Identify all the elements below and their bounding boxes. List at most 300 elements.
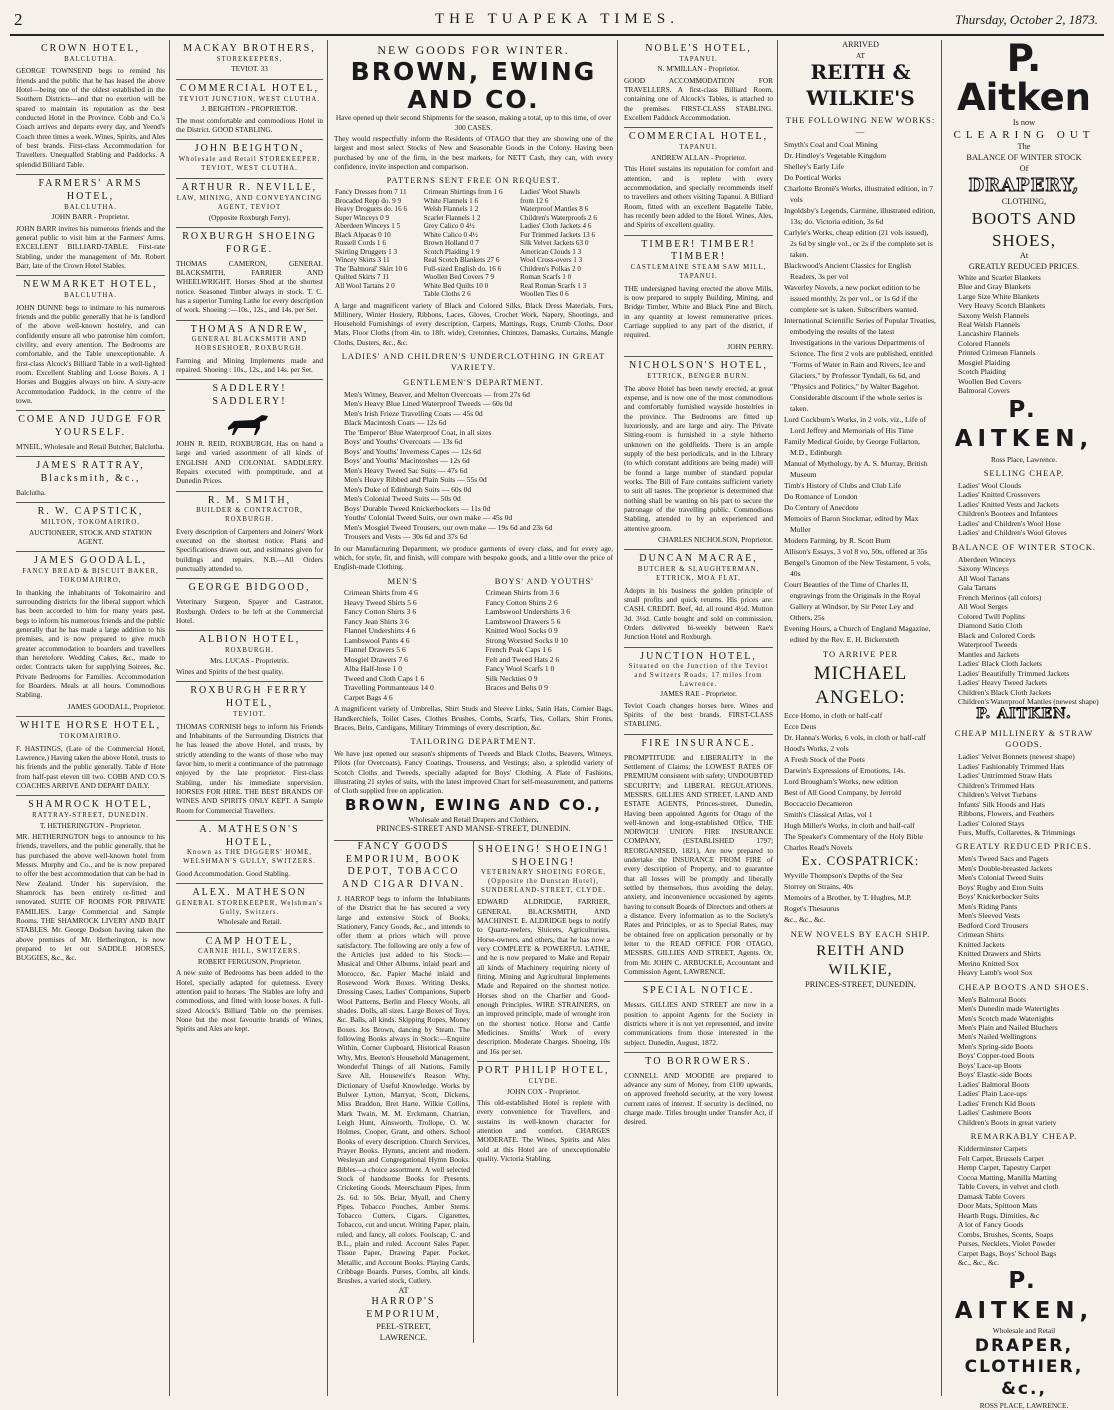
boys-item: Crimean Shirts from 3 6 (485, 588, 560, 598)
boys-item: Fancy Wool Scarfs 1 0 (485, 664, 555, 674)
harrop-body: J. HARROP begs to inform the Inhabitants of the District that he has secured a very large and extensive Stock of Books, Stationery, Fancy Goods, &c., and intends to offer them at prices which will prove satisfactory. The following are only a few of the Articles just added to his Stock:— Musical and Other Albums, inlaid pearl and Morocco, &c. Papier Maché inlaid and Rosewood Work Boxes. Writing Desks, Dressing Cases, Ladies' Companions, Superb Wool Patterns, Berlin and Fleecy Wools, all shades. Dolls, all sizes. Large Boxes of Toys, &c. Balls, all kinds. Skipping Ropes, Money Boxes. Jos Brown, dancing by Steam. The following Books always in Stock:—Enquire Within, Corner Cupboard, Historical Reason Why, Mrs. Beeton's Household Management, Wonderful Things of all Nations, Family Save All, Housewife's Reason Why, Dictionary of Useful Knowledge. Works by Bulwer Lytton, Marryat, Scott, Dickens, Miss Braddon, Bret Harte, Wilkie Collins, Mark Twain, M. M. Erckmann, Chatrian, Leigh Hunt, Ainsworth, Trollope, O. W. Holmes, Cooper, Grant, and others. School Books of every description. Church Services, Prayer Books. Hymns, ancient and modern. Wesleyan and Congregational Hymn Books. Bibles—a choice assortment. A well selected Stock of handsome Books for Presents. Cricketing Goods. Meerschaum Pipes, from 2s. 6d. to 50s. Briar, Myall, and Cherry Pipes. Tobacco Pouches, Amber Stems. Tobacco Cutters, Cigars. Cigarettes, Tobacco, cut and uncut. Writing Paper, plain, ruled, and fancy, all colors. Foolscap, C. and B.L., plain and ruled. Account Sales Paper. Tissue Paper, Drawing Paper. Pocket, Metallic, and Account Books. Playing Cards, Cribbage Boards. Purses, Combs, all kinds. Brushes, a varied stock, Cutlery. (337, 894, 470, 1286)
page-number: 2 (14, 10, 23, 29)
stock-item: Ladies' and Children's Wool Hose (958, 518, 1061, 528)
intro-paragraph: They would respectfully inform the Residents of OTAGO that they are showing one of the largest and most select Stocks of New and Seasonable Goods in the Colony. Having been purchased by one of the firm, in the best markets, for NETT Cash, they can, with every confidence, invite inspection and comparison. (334, 134, 613, 171)
price-row (334, 248, 613, 256)
advert (16, 175, 165, 276)
stock-item: Boys' Rugby and Eton Suits (958, 882, 1044, 892)
advert (624, 735, 773, 983)
price-row (334, 256, 613, 264)
boots-shoes-heading: BOOTS AND SHOES, (971, 208, 1077, 250)
mens-item: Carpet Bags 4 6 (344, 692, 393, 702)
stock-item: Children's Black Cloth Jackets (958, 687, 1052, 697)
gentlemen-item: Men's Mosgiel Tweed Trousers, our own make — 19s 6d and 23s 6d (344, 522, 553, 532)
advert (176, 933, 323, 1039)
price-cell: White Calico 0 4½ (423, 230, 478, 239)
advert-body: Balclutha. (16, 487, 46, 497)
stock-item: Aberdeen Winceys (958, 554, 1016, 564)
advert-subtitle: Situated on the Junction of the Teviot and Switzers Roads, 17 miles from Lawrence. (628, 663, 769, 688)
stock-item: Crimean Shirts (958, 930, 1004, 940)
advert-subtitle: TEVIOT. (233, 710, 266, 718)
stock-item: Hearth Rugs, Dimities, &c (958, 1210, 1040, 1220)
boys-item: Lambswool Drawers 5 6 (485, 616, 561, 626)
advert-subtitle: MILTON, TOKOMAIRIRO, (41, 519, 140, 527)
advert-title: JUNCTION HOTEL, (640, 650, 757, 662)
stock-item: Men's Balmoral Boots (958, 994, 1027, 1004)
book-item: Hood's Works, 2 vols (784, 744, 849, 754)
book-item: &c., &c., &c. (784, 915, 826, 924)
advert-proprietor-line: ROBERT FERGUSON, Proprietor. (197, 957, 302, 967)
stock-item: Men's Colonial Tweed Suits (958, 873, 1044, 883)
gentlemen-item: Men's Heavy Blue Lined Waterproof Tweeds — 60s 0d (344, 399, 513, 409)
advert-proprietor-line: Wholesale and Retail. (217, 917, 282, 927)
book-item: Do Romance of London (784, 491, 858, 501)
stock-item: Heavy Lamb's wool Sox (958, 968, 1033, 978)
book-item: Roget's Thesaurus (784, 904, 840, 913)
price-cell: Real Scotch Blankets 27 6 (423, 256, 500, 265)
advert-body: Good Accommodation. Good Stabling. (176, 868, 291, 878)
stock-item: French Merinos (all colors) (958, 592, 1042, 602)
price-cell: White Bed Quilts 10 0 (423, 281, 489, 290)
stock-item: Furs, Muffs, Collarettes, & Trimmings (958, 828, 1076, 837)
advert-body: THE undersigned having erected the above Mills, is now prepared to supply Building, Mining, and Bridge Timber, White and Black Pine and Birch, in any quantity at lowest remunerative prices. Carriage supplied to any part of the district, if required. (624, 283, 773, 340)
price-cell: Quilted Skirts 7 11 (335, 273, 390, 282)
advert-body: The most comfortable and commodious Hotel in the District. GOOD STABLING. (176, 115, 323, 134)
stock-item: Felt Carpet, Brussels Carpet (958, 1153, 1044, 1163)
book-item: Dr. Hindley's Vegetable Kingdom (784, 150, 887, 160)
book-item: A Fresh Stock of the Poets (784, 755, 865, 765)
stock-item: Scotch Plaiding (958, 367, 1006, 377)
price-row (334, 222, 613, 230)
price-cell: Black Alpacas 0 10 (335, 230, 391, 239)
advert-subtitle: BUILDER & CONTRACTOR, ROXBURGH. (196, 507, 303, 524)
advert (624, 236, 773, 358)
shoeing-advert (477, 841, 610, 1062)
stock-item: Very Heavy Scotch Blankets (958, 301, 1046, 311)
harrop-title: FANCY GOODS EMPORIUM, BOOK DEPOT, TOBACCO AND CIGAR DIVAN. (341, 840, 466, 891)
at-label: AT (856, 50, 865, 60)
brown-ewing-title: BROWN, EWING AND CO. (350, 57, 597, 114)
advert-proprietor-line: J. BEIGHTON - PROPRIETOR. (201, 104, 298, 114)
price-cell: Wool Cross-overs 1 3 (519, 256, 583, 265)
the-label: The (1017, 142, 1031, 152)
boys-item: Felt and Tweed Hats 2 6 (485, 654, 560, 664)
advert-signature: CHARLES NICHOLSON, Proprietor. (657, 534, 773, 544)
price-cell: Fur Trimmed Jackets 13 6 (519, 230, 596, 239)
price-cell: Welsh Flannels 1 2 (423, 205, 479, 214)
advert-body: Wines and Spirits of the best quality. (176, 666, 284, 676)
gentlemen-item: The 'Emperor' Blue Waterproof Coat, in all sizes (344, 427, 492, 437)
stock-item: Merino Knitted Sox (958, 958, 1019, 968)
stock-item: Cocoa Matting, Manilla Matting (958, 1172, 1057, 1182)
stock-item: Large Size White Blankets (958, 291, 1040, 301)
advert-signature: JOHN PERRY. (727, 341, 773, 351)
underclothing-heading: LADIES' AND CHILDREN'S UNDERCLOTHING IN GREAT VARIETY. (341, 351, 606, 373)
stock-item: Carpet Bags, Boys' School Bags (958, 1248, 1057, 1258)
reduced-prices-heading: GREATLY REDUCED PRICES. (956, 841, 1092, 852)
price-row (334, 205, 613, 213)
boys-item: Braces and Belts 0 9 (485, 683, 548, 693)
millinery-heading: CHEAP MILLINERY & STRAW GOODS. (954, 728, 1094, 750)
advert-subtitle: BALCLUTHA. (64, 203, 117, 211)
manufacturing-paragraph: In our Manufacturing Department, we produce garments of every class, and for every age, which, for style, fit, and finish, will compare with bespoke goods, and a little over the price of English-made Clothing. (334, 543, 613, 572)
mens-item: Flannel Drawers 5 6 (344, 645, 406, 655)
price-cell: Heavy Droguets do. 16 6 (335, 205, 408, 214)
gentlemen-item: Trousers and Vests — 30s 6d and 37s 6d (344, 532, 468, 542)
stock-item: Hemp Carpet, Tapestry Carpet (958, 1163, 1051, 1173)
book-item: Lord Cockburn's Works, in 2 vols, viz., Life of Lord Jeffrey and Memorials of His Time (784, 414, 926, 435)
shoeing-title: SHOEING! SHOEING! SHOEING! (478, 843, 609, 868)
advert-subtitle: GENERAL STOREKEEPER, Welshman's Gully, Switzers. (176, 899, 323, 916)
gentlemen-list (334, 390, 613, 542)
advert-body: Veterinary Surgeon, Spayer and Castrator, Roxburgh. Orders to be left at the Commercial Hotel. (176, 597, 323, 625)
gentlemen-item: Men's Duke of Edinburgh Suits — 60s 0d (344, 484, 472, 494)
balance-winter-heading: BALANCE OF WINTER STOCK. (951, 541, 1097, 552)
stock-item: Men's Tweed Sacs and Pagets (958, 854, 1049, 864)
stock-item: Ladies' Untrimmed Straw Hats (958, 771, 1052, 781)
gentlemen-item: Boys' and Youths' Overcoats — 13s 6d (344, 437, 463, 447)
boys-item: Strong Worsted Socks 0 10 (485, 635, 568, 645)
mens-boys-tables (334, 572, 613, 703)
stock-item: Bedford Cord Trousers (958, 920, 1029, 930)
advert (624, 40, 773, 128)
price-cell: Ladies' Cloth Jackets 4 6 (519, 222, 592, 231)
column-5-reith-wilkie (780, 40, 942, 1396)
blankets-list (948, 273, 1100, 396)
stock-item: Men's Riding Pants (958, 901, 1018, 911)
advert (624, 982, 773, 1052)
advert (176, 179, 323, 228)
price-cell: White Flannels 1 6 (423, 196, 479, 205)
stock-item: Men's Dunedin made Watertights (958, 1004, 1060, 1014)
harrop-advert (334, 841, 474, 1343)
price-cell: from 12 6 (519, 196, 549, 205)
stock-item: Ladies' Colored Stays (958, 818, 1025, 828)
advert-title: TIMBER! TIMBER! TIMBER! (641, 238, 756, 263)
stock-item: All Wool Serges (958, 602, 1008, 612)
arrived-label: ARRIVED (842, 40, 879, 49)
gentlemen-item: Boys' and Youths' Macintoshes — 12s 6d (344, 456, 470, 466)
mens-item: Alba Half-hose 1 0 (344, 664, 402, 674)
shoeing-sub: VETERINARY SHOEING FORGE, (Opposite the Dunstan Hotel), SUNDERLAND-STREET, CLYDE. (480, 869, 606, 894)
advert-title: SPECIAL NOTICE. (642, 985, 755, 997)
advert-title: NOBLE'S HOTEL, (645, 43, 752, 54)
new-works-heading: THE FOLLOWING NEW WORKS:— (785, 115, 936, 136)
price-cell: Full-sized English do. 16 6 (423, 264, 502, 273)
boys-heading: BOYS' AND YOUTHS' (494, 575, 594, 586)
brown-ewing-trade: Wholesale and Retail Drapers and Clothiers, (408, 814, 539, 824)
stock-item: All Wool Tartans (958, 573, 1010, 583)
book-item: Evening Hours, a Church of England Magazine, edited by the Rev. E. H. Bickersteth (784, 623, 931, 644)
advert-title: ALBION HOTEL, (198, 634, 301, 646)
stock-item: Ladies' Balmoral Boots (958, 1079, 1030, 1089)
brown-ewing-advert (334, 40, 613, 841)
advert (16, 40, 165, 175)
advert (176, 682, 323, 821)
advert-subtitle: STOREKEEPERS, (216, 55, 283, 63)
advert (176, 579, 323, 631)
advert-proprietor-line: ANDREW ALLAN - Proprietor. (650, 152, 747, 162)
new-novels-heading: NEW NOVELS BY EACH SHIP. (790, 929, 931, 939)
mens-heading: MEN'S (387, 575, 418, 586)
advert-body: GEORGE TOWNSEND begs to remind his friends and the public that he has leased the above Hotel—being one of the oldest established in the Southern Districts—and that no exertion will be spared to maintain its reputation as the best conducted Hotel in the Province. Cobb and Co.'s Coach arrives and departs every day, and Yeend's Coach three times a week. Wines, Spirits, and Ales of best brands. First-class Accommodation for Travellers. Unequalled Stabling and Paddocks. A splendid Billiard Table. (16, 66, 165, 169)
stock-item: Printed Crimean Flannels (958, 348, 1036, 358)
millinery-list (948, 752, 1100, 837)
price-cell: Waterproof Mantles 8 6 (519, 205, 589, 214)
carpets-list (948, 1144, 1100, 1267)
advert-subtitle: GENERAL BLACKSMITH AND HORSESHOER, ROXBURGH. (191, 336, 308, 352)
book-item: Charlotte Brontë's Works, illustrated edition, in 7 vols (784, 183, 934, 204)
advert-title: COMMERCIAL HOTEL, (179, 82, 320, 94)
gentlemen-item: Men's Irish Frieze Travelling Coats — 45s 0d (344, 408, 483, 418)
book-item: Waverley Novels, a new pocket edition to be issued monthly, 2s per vol., or 1s 6d if the complete set is taken. Subscribers wanted. (784, 282, 921, 314)
brown-ewing-address: PRINCES-STREET AND MANSE-STREET, DUNEDIN. (376, 824, 571, 834)
advert (176, 884, 323, 933)
mens-item: Fancy Cotton Shirts 3 6 (344, 607, 417, 617)
advert-subtitle: TAPANUI. (679, 144, 718, 152)
advert-body: THOMAS CAMERON, GENERAL BLACKSMITH, FARRIER AND WHEELWRIGHT. Horses Shod at the shortest notice. Seasoned Timber always in stock. T. C. has a superior Turning Lathe for every description of work. Shoeing :—10s., 12s., and 14s. per Set. (176, 258, 323, 315)
advert-title: ROXBURGH FERRY HOTEL, (190, 685, 309, 710)
advert-title: A. MATHESON'S HOTEL, (199, 823, 300, 848)
remarkably-cheap-heading: REMARKABLY CHEAP. (970, 1131, 1078, 1142)
harrop-sig-emporium: HARROP'S EMPORIUM, (366, 1296, 441, 1321)
stock-item: Children's Trimmed Hats (958, 780, 1035, 790)
port-philip-proprietor: JOHN COX - Proprietor. (507, 1086, 580, 1096)
advert-body: JOHN R. REID, ROXBURGH, Has on hand a large and varied assortment of all kinds of ENGLISH AND COLONIAL SADDLERY. Repairs executed with promptitude, and at Dunedin Prices. (176, 438, 323, 486)
stock-item: Boys' Elastic-side Boots (958, 1070, 1032, 1080)
advert (176, 380, 323, 491)
shoeing-body: EDWARD ALDRIDGE, FARRIER, GENERAL BLACKSMITH, AND MACHINIST. E. ALDRIDGE begs to notify to Quartz-reefers, Sluicers, Agriculturists, Horse-owners, and others, that he has now a very COMPLETE & POWERFUL LATHE, and he is now prepared to Make and Repair all kinds of Machinery requiring nicety of fitting. Mining and Agricultural Implements Made and Repaired on the shortest notice. Horses shod on the Charlier and Good-enough Principles. WIRE STRAINERS, on an improved principle, made of wrought iron on the shortest notice. Horse and Cattle Medicines. Smiths' Work of every description. Moderate Charges. Shoeing, 10s and 16s per set. (477, 897, 610, 1056)
boots-heading: CHEAP BOOTS AND SHOES. (958, 981, 1090, 992)
advert-subtitle: LAW, MINING, AND CONVEYANCING AGENT, TEVIOT (176, 195, 323, 211)
advert (624, 1053, 773, 1132)
advert-title: WHITE HORSE HOTEL, (19, 720, 162, 732)
advert-body: Farming and Mining Implements made and repaired. Shoeing : 10s., 12s., and 14s. per Set. (176, 355, 323, 375)
price-cell: Roman Scarfs 1 0 (519, 273, 572, 282)
advert-title: ALEX. MATHESON (192, 887, 307, 899)
clothing-label: CLOTHING, (1001, 197, 1047, 207)
stock-item: Saxony Winceys (958, 564, 1009, 574)
advert (624, 357, 773, 550)
advert-body: JOHN BARR invites his numerous friends and the general public to visit him at the Farmers' Arms. EXCELLENT BILLIARD-TABLE. First-rate Stabling, under the management of Mr. Robert Barr, late of the Crown Hotel Stables. (16, 223, 165, 271)
advert-subtitle: Known as THE DIGGERS' HOME, WELSHMAN'S GULLY, SWITZERS. (183, 849, 316, 866)
stock-item: Ladies' Beautifully Trimmed Jackets (958, 668, 1070, 678)
gentlemen-item: Boys' and Youths' Inverness Capes — 12s 6d (344, 446, 481, 456)
stock-item: Children's Waterproof Mantles (newest shape) (958, 696, 1099, 706)
advert-body: GOOD ACCOMMODATION FOR TRAVELLERS. A first-class Billiard Room, containing one of Alcock's Tables, is attached to the premises. FIRST-CLASS STABLING. Excellent Paddock Accommodation. (624, 75, 773, 123)
advert-proprietor-line: AUCTIONEER, STOCK AND STATION AGENT. (29, 527, 152, 547)
column-4 (620, 40, 778, 1396)
price-cell: Scarlet Flannels 1 2 (423, 213, 481, 222)
advert-title: COME AND JUDGE FOR YOURSELF. (18, 414, 163, 439)
stock-item: Men's Double-breasted Jackets (958, 863, 1053, 873)
advert (624, 550, 773, 647)
ship-cospatrick: Ex. COSPATRICK: (801, 853, 920, 869)
stock-item: Combs, Brushes, Scents, Soaps (958, 1229, 1054, 1239)
boys-item: Fancy Cotton Shirts 2 6 (485, 597, 558, 607)
stock-item: Mantles and Jackets (958, 649, 1020, 659)
advert-title: CAMP HOTEL, (205, 935, 294, 947)
price-cell: American Clouds 1 3 (519, 247, 582, 256)
advert (176, 40, 323, 80)
book-item: Timb's History of Clubs and Club Life (784, 480, 902, 490)
stock-item: Children's Bootees and Infantees (958, 509, 1058, 519)
stock-item: Ladies' Fashionably Trimmed Hats (958, 761, 1065, 771)
boys-item: Silk Neckties 0 9 (485, 673, 538, 683)
aitken-footer-title: P. AITKEN, (954, 1268, 1094, 1324)
stock-item: Ladies' Cashmere Boots (958, 1108, 1032, 1118)
advert-proprietor-line: TEVIOT. 33 (231, 64, 268, 74)
column-2 (172, 40, 328, 1396)
column-3-brown-ewing (330, 40, 618, 1396)
price-row (334, 273, 613, 281)
stock-item: Colored Flannels (958, 338, 1011, 348)
price-row (334, 197, 613, 205)
advert-title: JAMES RATTRAY, Blacksmith, &c., (36, 460, 145, 485)
stock-item: Diamond Satin Cloth (958, 621, 1023, 631)
stock-item: Boys' Lace-up Boots (958, 1060, 1022, 1070)
column-6-aitken (944, 37, 1104, 1410)
advert-body: M'NEIL, Wholesale and Retail Butcher, Balclutha. (16, 442, 165, 452)
advert-body: Adopts in his business the golden principle of small profits and quick returns. His prices are: CASH. CREDIT. Beef, 4d. all round 4½d. Mutton 3d. 3½d. Cattle bought and sold on commission. Orders delivered bi-weekly between Rae's Junction Hotel and Roxburgh. (624, 585, 773, 642)
mens-item: Heavy Tweed Shirts 5 6 (344, 597, 417, 607)
book-item: Darwin's Expressions of Emotions, 14s. (784, 766, 906, 776)
price-cell: Wincey Skirts 3 11 (335, 256, 390, 265)
drapery-heading: DRAPERY, (968, 175, 1080, 197)
boys-item: Knitted Wool Socks 0 9 (485, 626, 558, 636)
advert-body: JOHN DUNNE begs to intimate to his numerous friends and the public generally that he is landlord of the above well-known hostelry, and can confidently ensure all who patronise him comfort, civility, and every attention. The Bedrooms are comfortable, and the Table unexceptionable. A first-class Alcock's Billiard Table in a well-lighted room. Excellent Stabling and Loose Boxes. A 1 Horses and Buggies always on hire. A sixty-acre Accommodation Paddock, in the centre of the town. (16, 302, 165, 406)
stock-item: Table Covers, in velvet and cloth (958, 1182, 1059, 1192)
mens-item: Lambswool Pants 4 6 (344, 635, 410, 645)
mens-item: Tweed and Cloth Caps 1 6 (344, 673, 425, 683)
stock-item: White and Scarlet Blankets (958, 272, 1041, 282)
book-item: Storrey on Strains, 40s (784, 882, 854, 891)
gentlemen-item: Men's Witney, Beaver, and Melton Overcoats — from 27s 6d (344, 389, 530, 399)
advert-title: ROXBURGH SHOEING FORGE. (182, 230, 317, 255)
stock-item: Saxony Welsh Flannels (958, 310, 1029, 320)
reith-wilkie-address: PRINCES-STREET, DUNEDIN. (805, 980, 916, 990)
advert (16, 503, 165, 552)
advert-title: R. W. CAPSTICK, (37, 506, 144, 518)
book-item: Family Medical Guide, by George Fullarton, M.D., Edinburgh (784, 436, 920, 457)
book-item: Best of All Good Company, by Jerrold (784, 788, 901, 798)
price-cell: Silk Velvet Jackets 63 0 (519, 239, 589, 248)
advert (176, 492, 323, 580)
price-row (334, 239, 613, 247)
stock-item: Real Welsh Flannels (958, 319, 1021, 329)
port-philip-advert (477, 1062, 610, 1168)
stock-item: Ladies' Black Cloth Jackets (958, 659, 1042, 669)
column-1 (12, 40, 170, 1396)
stock-item: Ladies' Plain Lace-ups (958, 1089, 1027, 1099)
price-cell: Crimean Shirtings from 1 6 (423, 188, 503, 197)
book-item: Dr. Hanna's Works, 6 vols, in cloth or half-calf (784, 733, 926, 743)
advert-subtitle: TEVIOT JUNCTION, WEST CLUTHA. (179, 95, 320, 103)
book-item: The Speaker's Commentary of the Holy Bible (784, 832, 923, 842)
book-item: Bengel's Gnomon of the New Testament, 5 vols, 40s (784, 557, 931, 578)
advert-title: ARTHUR R. NEVILLE, (181, 182, 318, 194)
price-cell: Real Roman Scarfs 1 3 (519, 281, 587, 290)
advert-body: MR. HETHERINGTON begs to announce to his friends, travellers, and the public generally, that he has purchased the above well-known hotel from Messrs. Murphy and Co., and he is now prepared to offer the best accommodation that can be had in New Zealand. Under his supervision, the Shamrock has been entirely re-fitted and renovated. SUITE OF ROOMS FOR PRIVATE FAMILIES. Large Commercial and Sample Rooms. THE SHAMROCK LIVERY AND BAIT STABLES. Mr. George Dodson having taken the above premises of Mr. Hetherington, is now prepared to let out SADDLE HORSES, BUGGIES, &c., &c. (16, 832, 165, 963)
price-cell: Super Winceys 0 9 (335, 213, 390, 222)
stock-item: Gala Tartans (958, 583, 997, 593)
price-cell: Woollen Ties 0 6 (519, 290, 569, 299)
price-cell: All Wool Tartans 2 0 (335, 281, 395, 290)
gentlemen-item: Men's Colonial Tweed Suits — 50s 0d (344, 494, 461, 504)
aitken-outline-title: P. AITKEN. (976, 706, 1072, 723)
aitken-title: P. Aitken (956, 37, 1092, 119)
price-cell: Children's Polkas 2 0 (519, 264, 581, 273)
issue-date: Thursday, October 2, 1873. (955, 12, 1098, 27)
price-row (334, 188, 613, 196)
boys-item: French Peak Caps 1 6 (485, 645, 552, 655)
advert-body: The above Hotel has been newly erected, at great expense, and is now one of the most commodious and comfortably furnished wayside hostelries in the province. The Bedrooms are fitted up luxuriously, and are large and airy. The Private Sitting-room is furnished in a style hitherto unknown on the goldfields. There is an ample supply of the best periodicals, and in the Library (to which constant additions are being made) will be found a large number of standard popular works. The Bill of Fare contains sufficient variety to suit all tastes. The proprietor is determined that nothing shall be wanting on his part to secure the patronage of the travelling public. Commodious Stabling, attended to by an experienced and attentive groom. (624, 383, 773, 533)
reduced-prices-label: GREATLY REDUCED PRICES. (968, 261, 1080, 271)
gentlemen-item: Black Macintosh Coats — 12s 6d (344, 418, 447, 428)
advert-body: PROMPTITUDE and LIBERALITY in the Settlement of Claims; the LOWEST RATES OF PREMIUM consistent with safety; UNDOUBTED SECURITY; and LIBERAL REGULATIONS. MESSRS. GILLIES AND STREET, LAND AND ESTATE AGENTS, Princes-street, Dunedin, Having been appointed Agents for Otago of the well-known and long-established Office, THE NORWICH UNION FIRE INSURANCE COMPANY, (ESTABLISHED 1797; REORGANISED, 1821), Are now prepared to undertake the INSURANCE FROM FIRE of every description of Property, and to guarantee that all losses will be promptly and liberally settled by themselves, thus avoiding the delay, anxiety, and inconvenience occasioned by agents having to consult Boards of Directors and others at a distance. Every information as to the Society's Rates and Principles, or as to Special Rates, may be obtained free on application personally or by letter to the READ OFFICE FOR OTAGO, MESSRS. GILLIES AND STREET, Agents. Or, from Mr. JOHN C. ARBUCKLE, Accountant and Commission Agent, LAWRENCE. (624, 752, 773, 977)
stock-item: Boys' Knickerbocker Suits (958, 892, 1040, 902)
lower-ads (334, 841, 613, 1343)
stock-item: A lot of Fancy Goods (958, 1220, 1024, 1230)
advert-title: CROWN HOTEL, (41, 43, 140, 54)
mens-item: Travelling Portmanteaus 14 0 (344, 683, 434, 693)
umbrellas-paragraph: A magnificent variety of Umbrellas, Shirt Studs and Sleeve Links, Satin Hats, Cornier Bags, Handkerchiefs, Toilet Cases, Clothes Brushes, Combs, Scarfs, Ties, Collars, Shirt Fronts, Braces, Belts, Cardigans, Military Trimmings of every description, &c. (334, 704, 613, 732)
advert-title: JOHN BEIGHTON, (194, 143, 305, 155)
advert-subtitle: CASTLEMAINE STEAM SAW MILL, TAPANUI. (630, 264, 767, 280)
stock-item: Knitted Drawers and Shirts (958, 949, 1041, 959)
intro-line: Have opened up their second Shipments for the season, making a total, up to this time, of over 300 CASES. (335, 113, 612, 132)
stock-item: Children's Velvet Turbans (958, 790, 1037, 800)
selling-cheap-heading: SELLING CHEAP. (983, 468, 1065, 479)
ross-place-label: Ross Place, Lawrence. (990, 454, 1058, 464)
book-item: Wyville Thompson's Depths of the Sea (784, 871, 903, 880)
stock-item: Ribbons, Flowers, and Feathers (958, 809, 1054, 819)
book-item: Memoirs of Baron Stockmar, edited by Max Muller (784, 513, 919, 534)
advert-proprietor-line: Mrs. LUCAS - Proprietrix. (210, 655, 289, 665)
advert-subtitle: RATTRAY-STREET, DUNEDIN. (32, 812, 149, 820)
price-cell: Woollen Bed Covers 7 9 (423, 273, 495, 282)
michael-angelo-list (784, 710, 937, 853)
gentlemen-item: Boys' Durable Tweed Knickerbockers — 11s 0d (344, 503, 491, 513)
boots-list (948, 995, 1100, 1128)
advert-signature: JAMES GOODALL, Proprietor. (67, 701, 165, 711)
price-cell: Children's Waterproofs 2 6 (519, 213, 598, 222)
price-cell: Aberdeen Winceys 1 5 (335, 222, 401, 231)
advert-subtitle: ETTRICK, BENGER BURN. (647, 372, 750, 380)
of-label: Of (1019, 163, 1029, 173)
tailoring-heading: TAILORING DEPARTMENT. (410, 736, 537, 747)
boys-item: Lambswool Undershirts 3 6 (485, 607, 571, 617)
book-item: Lord Brougham's Works, new edition (784, 777, 898, 787)
advert-proprietor-line: (Opposite Roxburgh Ferry). (208, 212, 291, 222)
advert (176, 631, 323, 682)
draper-label: DRAPER, CLOTHIER, &c., (964, 1335, 1084, 1400)
mens-item: Mosgiel Drawers 7 6 (344, 654, 408, 664)
book-item: Do Poetical Works (784, 172, 842, 182)
gentlemen-item: Men's Heavy Ribbed and Plain Suits — 55s 0d (344, 475, 487, 485)
balance-label: BALANCE OF WINTER STOCK (966, 152, 1082, 162)
advert-title: DUNCAN MACRAE, (639, 553, 758, 565)
advert-body: F. HASTINGS, (Late of the Commercial Hotel, Lawrence,) Having taken the above Hotel, trusts to his friends and the public generally. Table d' Hote from half-past eleven till two. COBB AND CO.'S COACHES ARRIVE AND DEPART DAILY. (16, 743, 165, 790)
port-philip-body: This old-established Hotel is replete with every convenience for Travellers, and sustains its well-known character for attention and comfort. CHARGES MODERATE. The Wines, Spirits and Ales sold at this Hotel are of unexceptionable quality. Victoria Stabling. (477, 1097, 610, 1163)
advert (16, 276, 165, 411)
advert-proprietor-line: JOHN BARR - Proprietor. (51, 212, 130, 222)
book-item: Hugh Miller's Works, in cloth and half-calf (784, 821, 915, 831)
stock-item: Ladies' French Kid Boots (958, 1098, 1036, 1108)
advert (624, 128, 773, 235)
horse-icon (220, 411, 280, 437)
new-works-list (784, 139, 937, 645)
